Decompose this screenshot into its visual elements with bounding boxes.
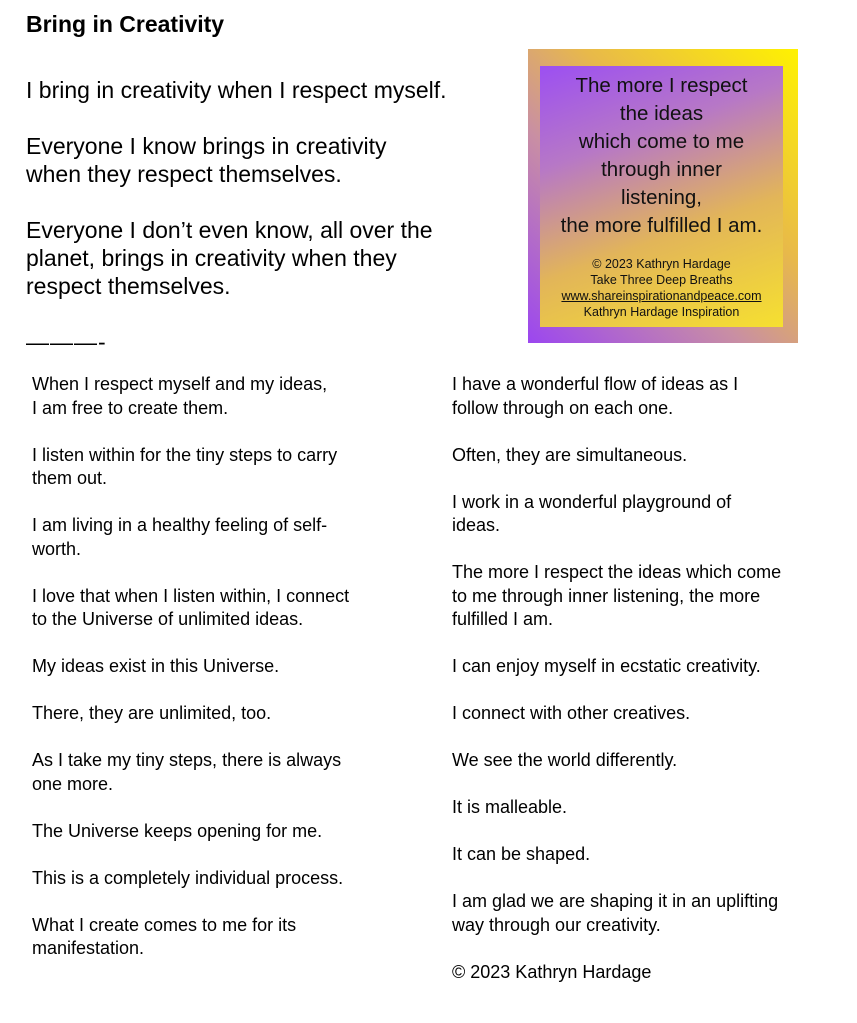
affirmation-line: It can be shaped. <box>452 844 591 864</box>
affirmation-paragraph <box>452 561 847 632</box>
card-credits <box>540 256 783 320</box>
affirmation-paragraph <box>32 867 422 891</box>
affirmation-line: It is malleable. <box>452 797 568 817</box>
affirmation-paragraph <box>32 914 422 961</box>
intro-line: Everyone I don’t even know, all over the <box>26 217 433 243</box>
intro-line: Everyone I know brings in creativity <box>26 133 387 159</box>
left-column <box>32 373 422 984</box>
affirmation-line: I can enjoy myself in ecstatic creativity. <box>452 656 761 676</box>
affirmation-paragraph <box>32 820 422 844</box>
affirmation-paragraph <box>452 796 847 820</box>
affirmation-line: I work in a wonderful playground of <box>452 491 732 512</box>
affirmation-paragraph <box>32 373 422 420</box>
affirmation-line: I connect with other creatives. <box>452 703 691 723</box>
affirmation-line: to me through inner listening, the more <box>452 585 761 606</box>
affirmation-line: © 2023 Kathryn Hardage <box>452 961 652 982</box>
affirmation-line: worth. <box>32 538 82 559</box>
intro-paragraph <box>26 132 506 188</box>
card-brand: Kathryn Hardage Inspiration <box>583 305 740 319</box>
affirmation-line: The more I respect the ideas which come <box>452 562 782 582</box>
affirmation-line: Often, they are simultaneous. <box>452 444 688 465</box>
affirmation-line: My ideas exist in this Universe. <box>32 656 280 676</box>
affirmation-line: I am living in a healthy feeling of self- <box>32 515 328 535</box>
intro-line: planet, brings in creativity when they <box>26 245 397 271</box>
affirmation-paragraph <box>452 373 847 420</box>
affirmation-line: manifestation. <box>32 938 145 958</box>
affirmation-line: them out. <box>32 468 108 488</box>
page-title: Bring in Creativity <box>26 11 225 37</box>
affirmation-line: follow through on each one. <box>452 397 674 418</box>
section-divider: ———- <box>26 329 107 355</box>
affirmation-line: way through our creativity. <box>452 914 661 935</box>
affirmation-paragraph <box>452 702 847 726</box>
affirmation-paragraph <box>32 514 422 561</box>
affirmation-line: I love that when I listen within, I connect <box>32 585 350 606</box>
card-quote-line: through inner <box>601 158 722 181</box>
affirmation-paragraph <box>32 702 422 726</box>
card-quote <box>540 72 783 240</box>
affirmation-line: This is a completely individual process. <box>32 867 344 888</box>
card-quote-line: the ideas <box>619 102 704 125</box>
affirmation-line: There, they are unlimited, too. <box>32 703 272 723</box>
affirmation-paragraph <box>452 491 847 538</box>
affirmation-paragraph <box>452 444 847 468</box>
affirmation-line: I am free to create them. <box>32 397 229 418</box>
affirmation-line: I am glad we are shaping it in an uplifting <box>452 891 779 911</box>
affirmation-paragraph <box>32 655 422 679</box>
quote-card-inner <box>540 66 783 327</box>
card-quote-line: The more I respect <box>575 74 748 97</box>
affirmation-paragraph <box>32 749 422 796</box>
affirmation-line: I have a wonderful flow of ideas as I <box>452 374 739 394</box>
right-column <box>452 373 847 1008</box>
affirmation-paragraph <box>452 843 847 867</box>
affirmation-line: The Universe keeps opening for me. <box>32 820 323 841</box>
quote-card <box>528 49 798 343</box>
affirmation-line: fulfilled I am. <box>452 609 554 629</box>
affirmation-line: to the Universe of unlimited ideas. <box>32 609 304 629</box>
card-quote-line: the more fulfilled I am. <box>560 214 763 237</box>
affirmation-paragraph <box>452 749 847 773</box>
intro-paragraph <box>26 76 506 104</box>
affirmation-line: When I respect myself and my ideas, <box>32 374 328 394</box>
intro-line: respect themselves. <box>26 273 231 299</box>
intro-affirmations <box>26 76 506 356</box>
card-copyright: © 2023 Kathryn Hardage <box>592 257 731 271</box>
affirmation-paragraph <box>32 585 422 632</box>
affirmation-line: one more. <box>32 773 114 794</box>
card-website-link[interactable]: www.shareinspirationandpeace.com <box>561 289 762 303</box>
affirmation-paragraph <box>452 890 847 937</box>
intro-paragraph <box>26 216 506 300</box>
affirmation-line: What I create comes to me for its <box>32 914 297 935</box>
card-subtitle: Take Three Deep Breaths <box>590 273 733 287</box>
intro-line: when they respect themselves. <box>26 161 342 187</box>
intro-line: I bring in creativity when I respect myself. <box>26 77 447 103</box>
affirmation-line: ideas. <box>452 515 501 535</box>
affirmation-paragraph <box>452 655 847 679</box>
affirmation-line: We see the world differently. <box>452 750 678 770</box>
affirmation-paragraph <box>32 444 422 491</box>
card-quote-line: listening, <box>621 186 702 209</box>
affirmation-line: As I take my tiny steps, there is always <box>32 750 342 770</box>
affirmation-line: I listen within for the tiny steps to carry <box>32 444 338 465</box>
card-quote-line: which come to me <box>578 130 745 153</box>
affirmation-paragraph <box>452 961 847 985</box>
